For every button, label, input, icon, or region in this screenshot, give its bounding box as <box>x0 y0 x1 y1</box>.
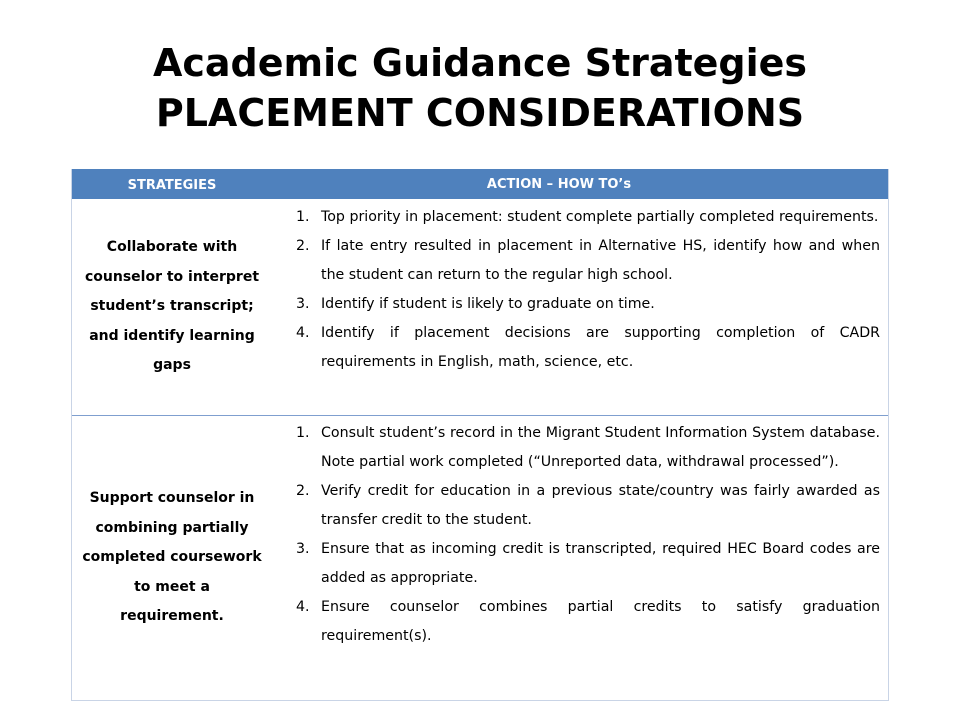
item-text: Ensure counselor combines partial credits to satisfy graduation requirement(s). <box>321 599 880 644</box>
item-number: 1. <box>296 209 310 225</box>
title-line-2: PLACEMENT CONSIDERATIONS <box>155 91 805 135</box>
strategy-cell: Collaborate with counselor to interpret student’s transcript; and identify learning gaps <box>84 239 260 374</box>
item-text: Consult student’s record in the Migrant Student Information System database. Note partial work completed (“Unreported data, withdrawal processed”). <box>321 425 880 470</box>
item-number: 2. <box>296 238 310 254</box>
list-item <box>296 232 880 290</box>
item-text: Identify if placement decisions are supporting completion of CADR requirements in English, math, science, etc. <box>321 325 880 370</box>
table-header <box>72 169 888 199</box>
item-number: 3. <box>296 541 310 557</box>
item-text: Top priority in placement: student complete partially completed requirements. <box>321 209 879 225</box>
action-list <box>296 203 880 377</box>
header-strategies: STRATEGIES <box>127 177 217 193</box>
slide-title <box>0 38 960 138</box>
item-text: Ensure that as incoming credit is transcripted, required HEC Board codes are added as appropriate. <box>321 541 880 586</box>
action-cell <box>272 416 888 700</box>
table-row <box>72 415 888 700</box>
item-number: 4. <box>296 325 310 341</box>
item-number: 2. <box>296 483 310 499</box>
list-item <box>296 535 880 593</box>
strategies-table <box>71 169 889 701</box>
action-list <box>296 419 880 651</box>
item-text: Verify credit for education in a previous state/country was fairly awarded as transfer credit to the student. <box>321 483 880 528</box>
list-item <box>296 319 880 377</box>
item-text: If late entry resulted in placement in Alternative HS, identify how and when the student can return to the regular high school. <box>321 238 880 283</box>
item-number: 4. <box>296 599 310 615</box>
action-cell <box>272 199 888 415</box>
item-number: 3. <box>296 296 310 312</box>
item-text: Identify if student is likely to graduate on time. <box>321 296 655 312</box>
list-item <box>296 593 880 651</box>
list-item <box>296 477 880 535</box>
item-number: 1. <box>296 425 310 441</box>
list-item <box>296 419 880 477</box>
title-line-1: Academic Guidance Strategies <box>152 41 808 85</box>
header-action: ACTION – HOW TO’s <box>486 176 632 192</box>
table-row <box>72 199 888 415</box>
strategy-cell: Support counselor in combining partially completed coursework to meet a requirement. <box>82 490 262 625</box>
list-item <box>296 203 880 232</box>
list-item <box>296 290 880 319</box>
